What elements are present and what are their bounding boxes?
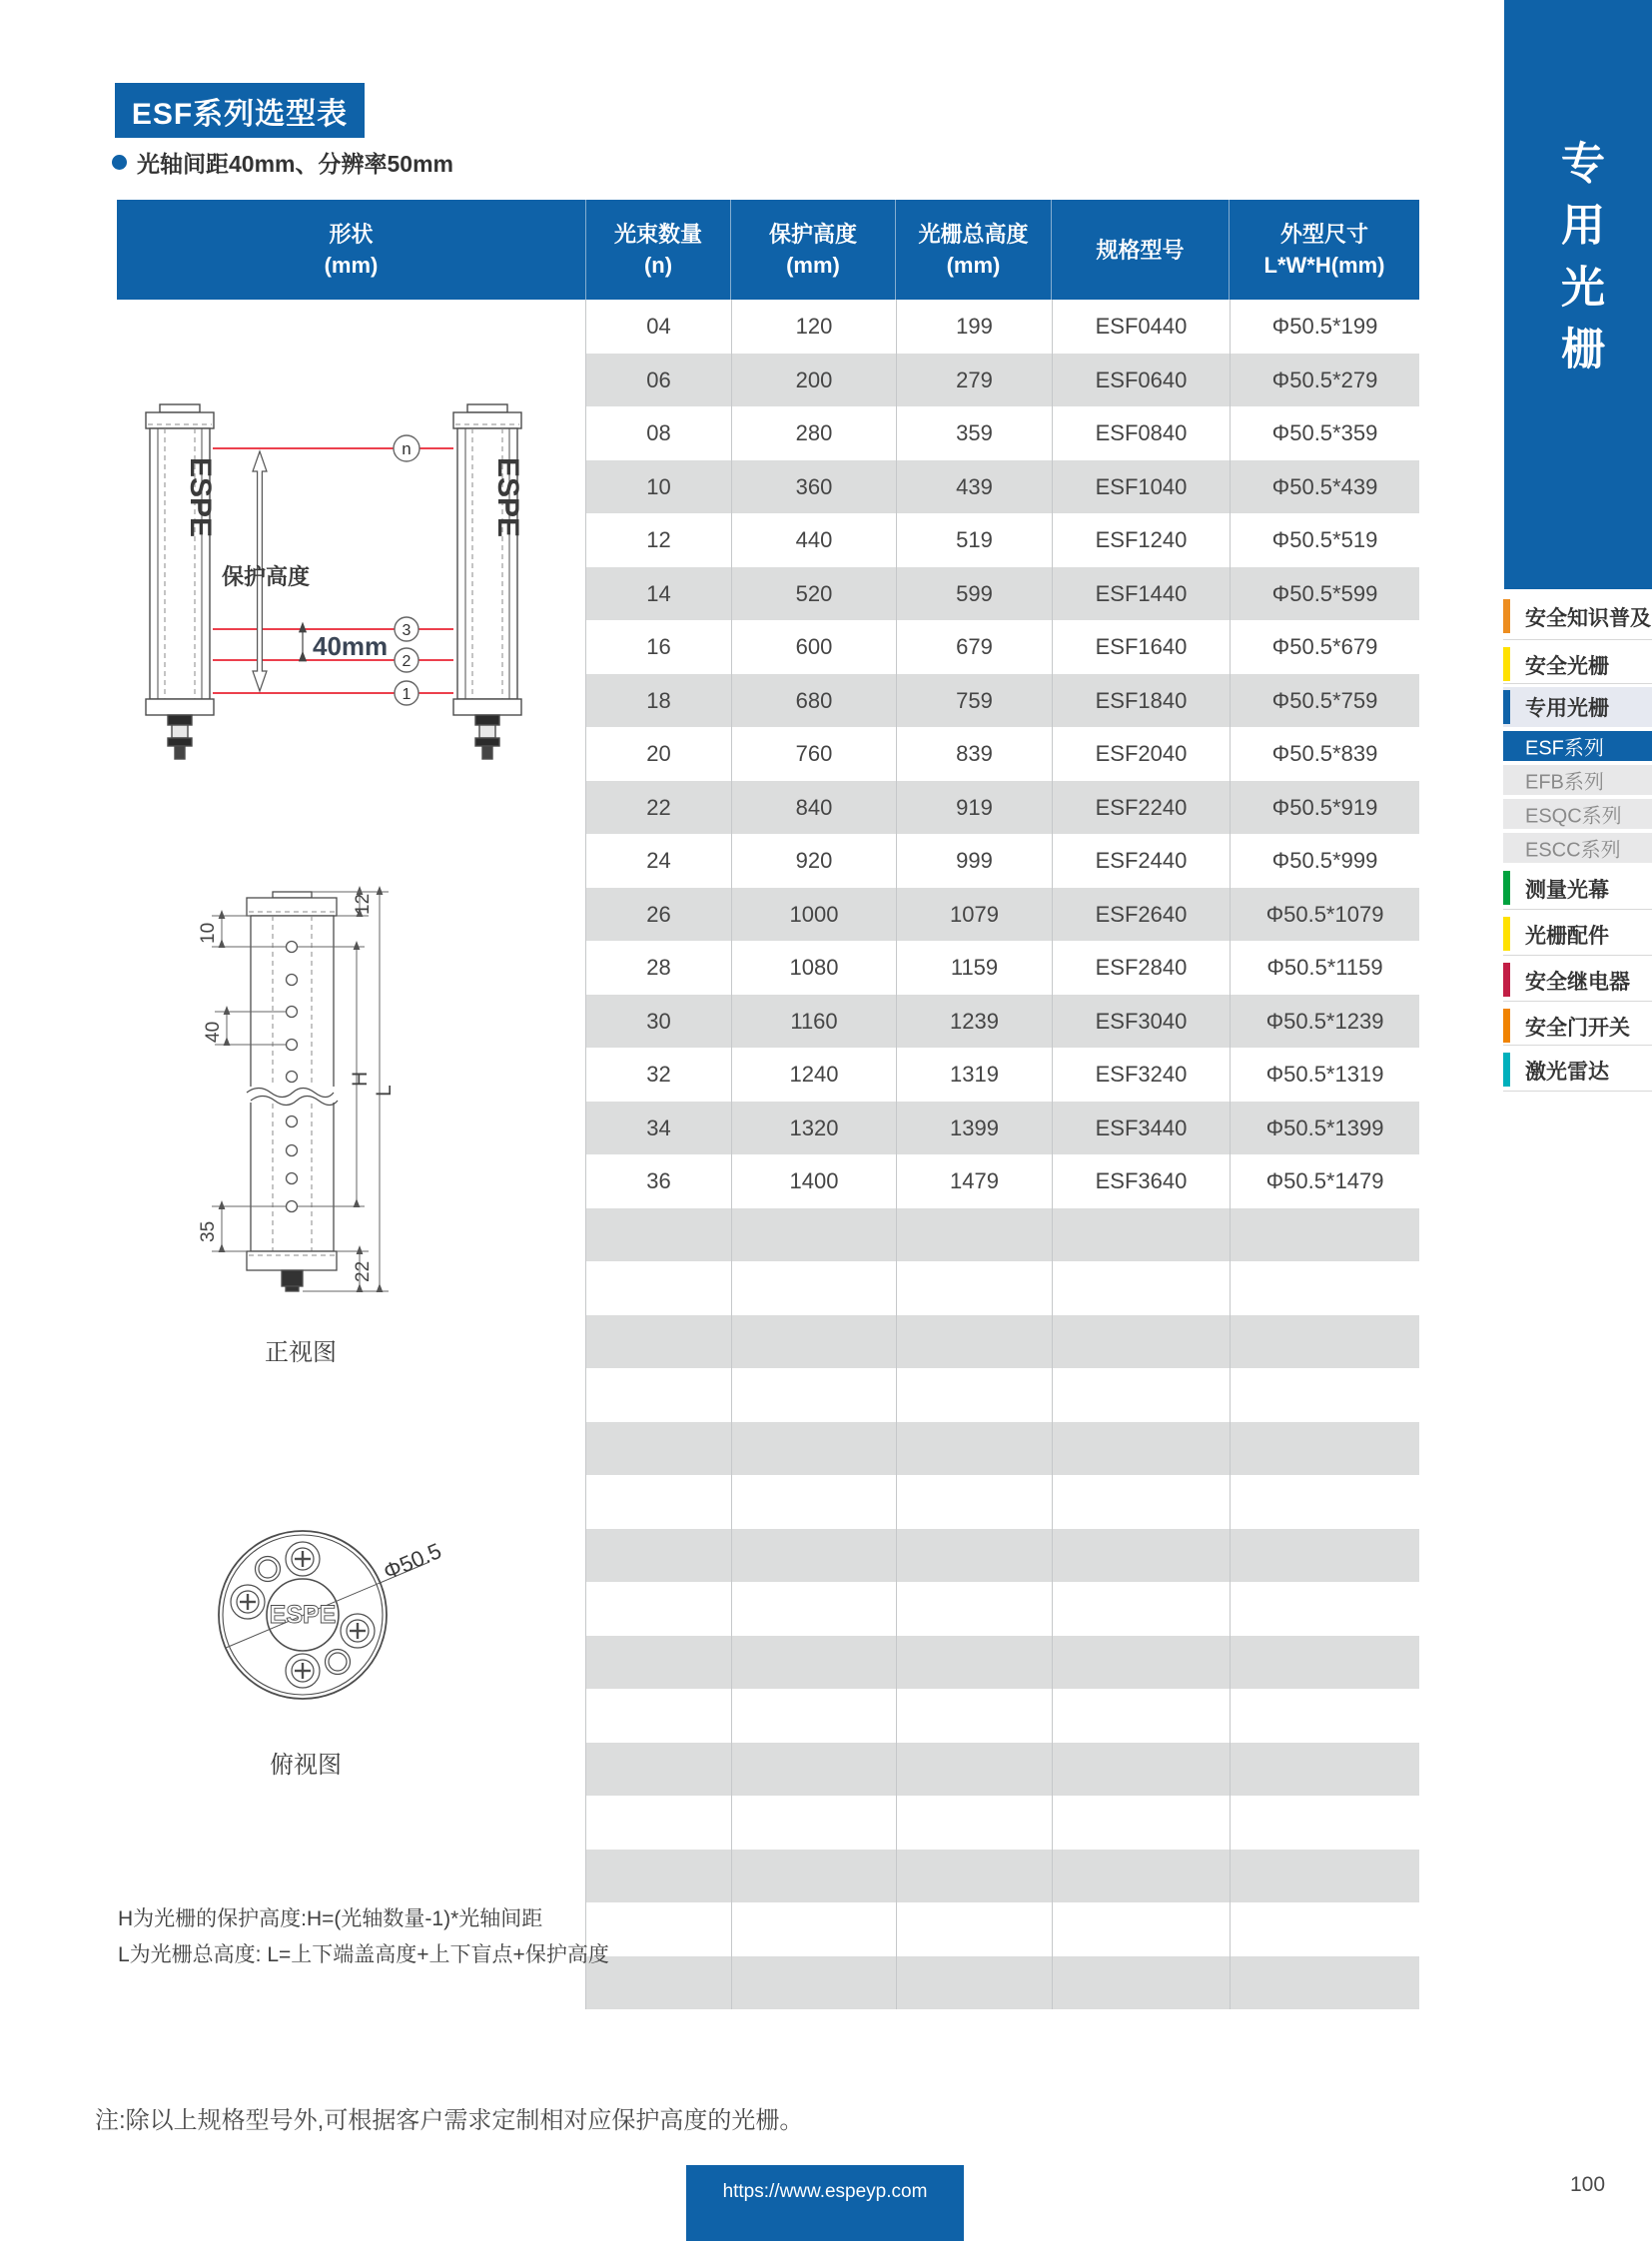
table-header — [117, 200, 1419, 300]
table-row — [586, 1048, 1419, 1102]
table-cell: 440 — [731, 513, 896, 567]
table-cell — [1230, 1636, 1419, 1690]
table-cell: Φ50.5*1479 — [1230, 1154, 1419, 1208]
table-cell — [896, 1796, 1052, 1850]
dim-top-cap: 12 — [353, 893, 374, 915]
table-row — [586, 1956, 1419, 2010]
table-cell — [1052, 1582, 1230, 1636]
table-cell — [896, 1636, 1052, 1690]
table-cell — [1230, 1261, 1419, 1315]
table-cell: ESF2240 — [1052, 781, 1230, 835]
table-cell — [586, 1689, 731, 1743]
table-cell: Φ50.5*1079 — [1230, 888, 1419, 942]
table-cell — [731, 1956, 896, 2010]
table-row — [586, 1582, 1419, 1636]
table-cell — [586, 1208, 731, 1262]
table-row — [586, 1261, 1419, 1315]
sidebar-banner-text: 专用光栅 — [1554, 140, 1603, 387]
table-cell: ESF1240 — [1052, 513, 1230, 567]
table-cell: 279 — [896, 354, 1052, 407]
table-cell — [586, 1796, 731, 1850]
table-cell — [731, 1689, 896, 1743]
table-cell — [896, 1850, 1052, 1903]
table-cell: ESF3040 — [1052, 995, 1230, 1049]
table-cell — [1230, 1368, 1419, 1422]
table-cell: 439 — [896, 460, 1052, 514]
sidebar-banner — [1504, 0, 1652, 589]
table-cell: 1399 — [896, 1102, 1052, 1155]
sidebar-item-safety-door-switch[interactable]: 安全门开关 — [1503, 1005, 1652, 1049]
table-cell: Φ50.5*599 — [1230, 567, 1419, 621]
table-cell: 1240 — [731, 1048, 896, 1102]
table-cell: ESF3240 — [1052, 1048, 1230, 1102]
table-row — [586, 300, 1419, 354]
table-cell — [1052, 1475, 1230, 1529]
table-cell — [731, 1475, 896, 1529]
front-view-caption: 正视图 — [265, 1339, 337, 1366]
page-number: 100 — [1570, 2173, 1606, 2196]
table-cell — [586, 1475, 731, 1529]
table-cell: 840 — [731, 781, 896, 835]
table-cell — [1230, 1743, 1419, 1797]
table-row — [586, 460, 1419, 514]
header-shape: 形状 (mm) — [117, 200, 585, 300]
table-cell: 679 — [896, 620, 1052, 674]
footer-url[interactable]: https://www.espeyp.com — [722, 2181, 928, 2202]
subtitle-text: 光轴间距40mm、分辨率50mm — [137, 151, 453, 177]
sidebar-subitem-escc-series[interactable]: ESCC系列 — [1503, 833, 1652, 863]
table-cell — [1230, 1850, 1419, 1903]
table-cell — [1230, 1475, 1419, 1529]
top-view-caption: 俯视图 — [270, 1752, 342, 1779]
table-cell — [731, 1368, 896, 1422]
table-row — [586, 674, 1419, 728]
table-cell: Φ50.5*1399 — [1230, 1102, 1419, 1155]
table-cell: ESF2040 — [1052, 727, 1230, 781]
sidebar-divider — [1503, 1045, 1652, 1046]
table-cell: Φ50.5*1239 — [1230, 995, 1419, 1049]
table-cell: Φ50.5*1159 — [1230, 941, 1419, 995]
table-cell — [896, 1208, 1052, 1262]
header-model: 规格型号 — [1051, 200, 1229, 300]
table-cell — [896, 1582, 1052, 1636]
table-cell: 1400 — [731, 1154, 896, 1208]
table-cell: 1159 — [896, 941, 1052, 995]
header-total-height: 光栅总高度 (mm) — [895, 200, 1051, 300]
table-cell: 1160 — [731, 995, 896, 1049]
table-row — [586, 406, 1419, 460]
table-row — [586, 1850, 1419, 1903]
table-cell — [1052, 1368, 1230, 1422]
table-cell — [1230, 1956, 1419, 2010]
table-cell: 919 — [896, 781, 1052, 835]
table-cell: ESF0640 — [1052, 354, 1230, 407]
table-cell: 08 — [646, 420, 671, 445]
category-color-bar — [1503, 690, 1510, 724]
top-view-diagram — [150, 1478, 469, 1788]
sidebar-divider — [1503, 1091, 1652, 1092]
table-cell: 36 — [646, 1168, 671, 1193]
beam-label-3: 3 — [402, 622, 412, 639]
table-cell — [1052, 1261, 1230, 1315]
table-cell — [586, 1850, 731, 1903]
table-cell — [896, 1689, 1052, 1743]
category-color-bar — [1503, 647, 1510, 681]
table-cell — [731, 1582, 896, 1636]
table-cell — [896, 1529, 1052, 1583]
table-cell: ESF2640 — [1052, 888, 1230, 942]
sidebar-subitem-esqc-series[interactable]: ESQC系列 — [1503, 799, 1652, 829]
table-row — [586, 1422, 1419, 1476]
table-row — [586, 1636, 1419, 1690]
table-cell: Φ50.5*919 — [1230, 781, 1419, 835]
table-cell: 199 — [896, 300, 1052, 354]
table-cell: Φ50.5*759 — [1230, 674, 1419, 728]
table-cell — [896, 1956, 1052, 2010]
front-view-diagram — [117, 849, 459, 1378]
table-cell — [731, 1315, 896, 1369]
sidebar-divider — [1503, 683, 1652, 684]
table-cell — [731, 1208, 896, 1262]
table-cell: 1000 — [731, 888, 896, 942]
table-cell: 360 — [731, 460, 896, 514]
table-cell: 120 — [731, 300, 896, 354]
table-cell: 1479 — [896, 1154, 1052, 1208]
table-row — [586, 1475, 1419, 1529]
table-cell: 999 — [896, 834, 1052, 888]
table-cell: Φ50.5*439 — [1230, 460, 1419, 514]
table-row — [586, 1315, 1419, 1369]
table-cell: 16 — [646, 634, 671, 659]
note-h-formula: H为光栅的保护高度:H=(光轴数量-1)*光轴间距 — [118, 1907, 543, 1930]
category-color-bar — [1503, 599, 1510, 633]
table-cell — [1230, 1582, 1419, 1636]
table-cell — [1230, 1315, 1419, 1369]
table-cell — [1052, 1208, 1230, 1262]
table-cell: 280 — [731, 406, 896, 460]
protection-height-label: 保护高度 — [222, 564, 311, 589]
table-cell — [731, 1902, 896, 1956]
table-cell: 1320 — [731, 1102, 896, 1155]
table-cell — [1052, 1902, 1230, 1956]
table-cell: ESF3640 — [1052, 1154, 1230, 1208]
table-cell: ESF1040 — [1052, 460, 1230, 514]
table-cell: ESF1840 — [1052, 674, 1230, 728]
table-cell — [1052, 1796, 1230, 1850]
table-cell: Φ50.5*839 — [1230, 727, 1419, 781]
table-cell: 760 — [731, 727, 896, 781]
table-cell — [896, 1368, 1052, 1422]
category-color-bar — [1503, 1009, 1510, 1043]
sidebar-item-safety-light-curtain[interactable]: 安全光栅 — [1503, 643, 1652, 687]
sidebar-item-laser-radar[interactable]: 激光雷达 — [1503, 1049, 1652, 1093]
table-cell: 18 — [646, 687, 671, 713]
table-cell: 32 — [646, 1062, 671, 1087]
table-cell — [1230, 1796, 1419, 1850]
beam-label-1: 1 — [402, 686, 412, 703]
table-cell — [731, 1850, 896, 1903]
table-cell: Φ50.5*519 — [1230, 513, 1419, 567]
front-view-bottom — [247, 1251, 337, 1291]
category-color-bar — [1503, 1053, 1510, 1087]
table-row — [586, 1208, 1419, 1262]
table-cell: ESF2440 — [1052, 834, 1230, 888]
category-color-bar — [1503, 917, 1510, 951]
header-dimensions: 外型尺寸 L*W*H(mm) — [1229, 200, 1419, 300]
table-row — [586, 1743, 1419, 1797]
sidebar-subitem-esf-series[interactable]: ESF系列 — [1503, 731, 1652, 761]
table-cell — [1230, 1208, 1419, 1262]
table-cell — [1052, 1422, 1230, 1476]
header-protection-height: 保护高度 (mm) — [730, 200, 895, 300]
dim-bottom-cap: 22 — [353, 1260, 374, 1282]
table-cell: 10 — [646, 473, 671, 499]
dim-top-blind: 10 — [198, 922, 219, 944]
table-cell: 359 — [896, 406, 1052, 460]
brand-text-top-view: ESPE — [269, 1601, 337, 1629]
table-row — [586, 727, 1419, 781]
table-cell — [586, 1529, 731, 1583]
table-cell — [586, 1422, 731, 1476]
table-row — [586, 888, 1419, 942]
table-cell: ESF1440 — [1052, 567, 1230, 621]
table-row — [586, 1102, 1419, 1155]
footer-url-box[interactable] — [686, 2165, 964, 2241]
table-cell: 14 — [646, 580, 671, 606]
table-cell: 1239 — [896, 995, 1052, 1049]
table-cell: 920 — [731, 834, 896, 888]
table-row — [586, 1368, 1419, 1422]
table-cell: ESF3440 — [1052, 1102, 1230, 1155]
table-body — [585, 300, 1419, 2009]
dim-pitch: 40 — [203, 1021, 224, 1043]
table-row — [586, 513, 1419, 567]
sidebar-divider — [1503, 955, 1652, 956]
table-cell: ESF0440 — [1052, 300, 1230, 354]
table-row — [586, 1902, 1419, 1956]
dim-bottom-blind: 35 — [198, 1220, 219, 1242]
break-mask — [245, 1087, 340, 1103]
table-cell: 12 — [646, 527, 671, 552]
table-cell — [731, 1422, 896, 1476]
table-cell: Φ50.5*359 — [1230, 406, 1419, 460]
table-row — [586, 1154, 1419, 1208]
table-cell: 30 — [646, 1008, 671, 1034]
table-cell: Φ50.5*679 — [1230, 620, 1419, 674]
table-cell — [586, 1315, 731, 1369]
table-cell: 26 — [646, 901, 671, 927]
sidebar-item-special-light-curtain[interactable]: 专用光栅 — [1503, 687, 1652, 727]
sidebar-divider — [1503, 1001, 1652, 1002]
table-cell — [731, 1636, 896, 1690]
dim-h: H — [349, 1071, 372, 1087]
brand-text-left-tower: ESPE — [184, 457, 217, 538]
table-cell: 839 — [896, 727, 1052, 781]
table-cell: 759 — [896, 674, 1052, 728]
table-cell — [896, 1475, 1052, 1529]
note-l-formula: L为光栅总高度: L=上下端盖高度+上下盲点+保护高度 — [118, 1943, 609, 1966]
table-cell — [896, 1422, 1052, 1476]
beam-labels — [394, 435, 419, 705]
table-cell — [586, 1582, 731, 1636]
table-cell — [586, 1743, 731, 1797]
table-cell: 22 — [646, 794, 671, 820]
table-cell — [1230, 1689, 1419, 1743]
sidebar-item-safety-knowledge[interactable]: 安全知识普及 — [1503, 595, 1652, 639]
beam-label-2: 2 — [402, 653, 412, 670]
sidebar-item-accessories[interactable]: 光栅配件 — [1503, 913, 1652, 957]
table-cell: Φ50.5*279 — [1230, 354, 1419, 407]
bottom-note: 注:除以上规格型号外,可根据客户需求定制相对应保护高度的光栅。 — [95, 2107, 804, 2134]
table-cell: 1079 — [896, 888, 1052, 942]
table-row — [586, 1796, 1419, 1850]
table-cell: 200 — [731, 354, 896, 407]
sidebar-divider — [1503, 639, 1652, 640]
category-color-bar — [1503, 871, 1510, 905]
table-row — [586, 781, 1419, 835]
bullet-icon — [112, 155, 127, 170]
category-color-bar — [1503, 963, 1510, 997]
table-cell — [731, 1529, 896, 1583]
table-cell: 520 — [731, 567, 896, 621]
table-cell: 20 — [646, 741, 671, 766]
table-cell: ESF1640 — [1052, 620, 1230, 674]
table-cell: 600 — [731, 620, 896, 674]
beam-label-n: n — [402, 439, 412, 458]
table-cell — [896, 1902, 1052, 1956]
table-cell: ESF2840 — [1052, 941, 1230, 995]
table-cell — [896, 1743, 1052, 1797]
sidebar-subitem-efb-series[interactable]: EFB系列 — [1503, 765, 1652, 795]
beam-spacing-label: 40mm — [313, 631, 389, 661]
table-cell — [586, 1636, 731, 1690]
table-cell: Φ50.5*1319 — [1230, 1048, 1419, 1102]
table-cell: 1319 — [896, 1048, 1052, 1102]
table-cell — [731, 1743, 896, 1797]
table-row — [586, 354, 1419, 407]
subtitle-row — [112, 146, 453, 179]
page-title-badge — [115, 83, 365, 138]
table-row — [586, 620, 1419, 674]
table-cell: 599 — [896, 567, 1052, 621]
table-row — [586, 567, 1419, 621]
table-row — [586, 995, 1419, 1049]
table-cell — [586, 1261, 731, 1315]
table-cell — [1052, 1636, 1230, 1690]
table-row — [586, 834, 1419, 888]
table-cell — [1052, 1743, 1230, 1797]
table-cell: Φ50.5*999 — [1230, 834, 1419, 888]
table-cell — [731, 1261, 896, 1315]
table-cell — [1052, 1956, 1230, 2010]
table-cell — [896, 1315, 1052, 1369]
page-title: ESF系列选型表 — [131, 97, 349, 131]
table-row — [586, 941, 1419, 995]
table-cell: Φ50.5*199 — [1230, 300, 1419, 354]
table-cell: 06 — [646, 367, 671, 392]
diameter-label: Φ50.5 — [380, 1537, 445, 1585]
table-cell — [1230, 1422, 1419, 1476]
table-cell: ESF0840 — [1052, 406, 1230, 460]
table-cell — [1052, 1689, 1230, 1743]
table-cell — [1052, 1315, 1230, 1369]
dim-l: L — [373, 1085, 396, 1097]
table-cell: 1080 — [731, 941, 896, 995]
header-beam-count: 光束数量 (n) — [585, 200, 730, 300]
table-cell — [1052, 1529, 1230, 1583]
table-cell: 28 — [646, 955, 671, 980]
sidebar-item-safety-relay[interactable]: 安全继电器 — [1503, 959, 1652, 1003]
table-cell — [896, 1261, 1052, 1315]
table-row — [586, 1529, 1419, 1583]
table-cell: 519 — [896, 513, 1052, 567]
table-cell: 680 — [731, 674, 896, 728]
table-cell: 34 — [646, 1115, 671, 1140]
table-cell: 24 — [646, 848, 671, 873]
table-cell: 04 — [646, 314, 671, 339]
brand-text-right-tower: ESPE — [491, 457, 524, 538]
table-cell — [1230, 1902, 1419, 1956]
table-cell — [1230, 1529, 1419, 1583]
sidebar-item-measuring-light-curtain[interactable]: 测量光幕 — [1503, 867, 1652, 911]
sidebar-divider — [1503, 909, 1652, 910]
table-cell — [586, 1368, 731, 1422]
table-cell — [1052, 1850, 1230, 1903]
table-cell — [731, 1796, 896, 1850]
beam-pair-diagram — [117, 300, 585, 819]
table-row — [586, 1689, 1419, 1743]
